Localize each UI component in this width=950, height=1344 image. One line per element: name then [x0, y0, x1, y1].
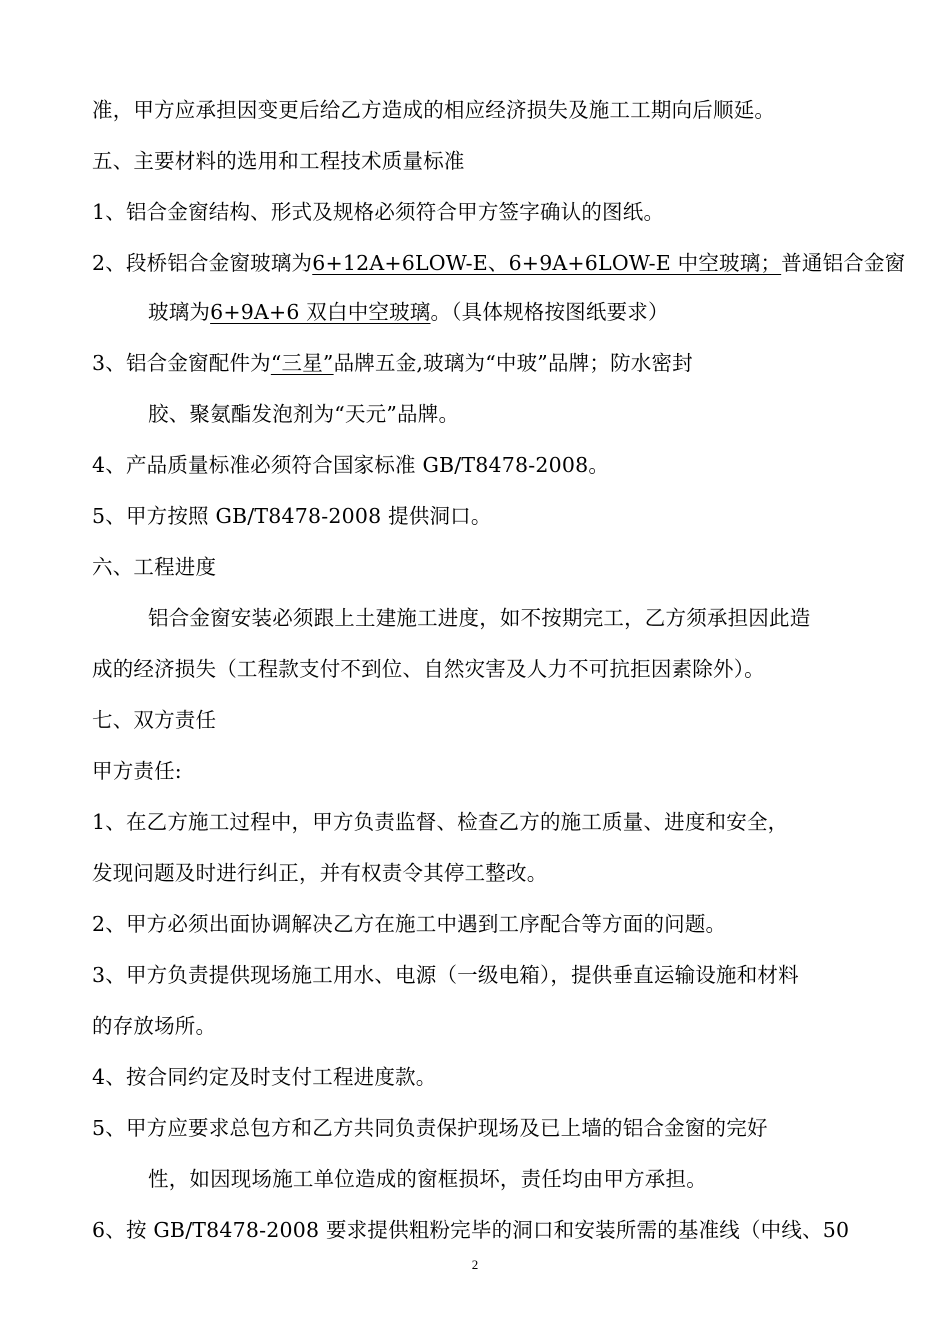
line-text: 的存放场所。 [92, 1014, 217, 1038]
body-line [92, 1114, 768, 1142]
underlined-text: “三星” [270, 351, 334, 375]
line-text: 4、产品质量标准必须符合国家标准 GB/T8478-2008。 [92, 453, 610, 477]
line-text: 性，如因现场施工单位造成的窗框损坏，责任均由甲方承担。 [148, 1167, 707, 1191]
body-line [92, 1012, 216, 1040]
subsection-heading [92, 757, 182, 785]
line-text: 铝合金窗安装必须跟上土建施工进度，如不按期完工，乙方须承担因此造 [148, 606, 811, 630]
line-text: 2、段桥铝合金窗玻璃为 [92, 251, 313, 275]
body-line [92, 451, 609, 479]
body-line [92, 502, 492, 530]
body-line [92, 349, 693, 377]
line-text: 。（具体规格按图纸要求） [430, 300, 669, 324]
underlined-text: 6+12A+6LOW-E、6+9A+6LOW-E 中空玻璃； [312, 251, 782, 275]
body-line [92, 808, 788, 836]
line-text: 3、甲方负责提供现场施工用水、电源（一级电箱），提供垂直运输设施和材料 [92, 963, 799, 987]
line-text: 4、按合同约定及时支付工程进度款。 [92, 1065, 437, 1089]
underlined-text: 6+9A+6 双白中空玻璃 [210, 300, 431, 324]
page-number: 2 [471, 1257, 479, 1272]
line-text: 1、在乙方施工过程中，甲方负责监督、检查乙方的施工质量、进度和安全， [92, 810, 789, 834]
line-text: 玻璃为 [148, 300, 211, 324]
line-text: 发现问题及时进行纠正，并有权责令其停工整改。 [92, 861, 548, 885]
body-line [92, 198, 664, 226]
body-line [148, 400, 459, 428]
body-line [92, 655, 765, 683]
line-text: 五、主要材料的选用和工程技术质量标准 [92, 149, 465, 173]
line-text: 6、按 GB/T8478-2008 要求提供粗粉完毕的洞口和安装所需的基准线（中线、50 [92, 1218, 850, 1242]
line-text: 品牌五金,玻璃为“中玻”品牌；防水密封 [333, 351, 693, 375]
body-line [92, 249, 905, 277]
body-line [148, 298, 669, 326]
line-text: 普通铝合金窗 [781, 251, 906, 275]
body-line [92, 910, 726, 938]
line-text: 甲方责任: [92, 759, 182, 783]
body-line [148, 604, 810, 632]
line-text: 七、双方责任 [92, 708, 217, 732]
body-line [148, 1165, 707, 1193]
line-text: 1、铝合金窗结构、形式及规格必须符合甲方签字确认的图纸。 [92, 200, 665, 224]
line-text: 3、铝合金窗配件为 [92, 351, 271, 375]
line-text: 成的经济损失（工程款支付不到位、自然灾害及人力不可抗拒因素除外）。 [92, 657, 765, 681]
section-heading [92, 147, 465, 175]
body-line [92, 859, 547, 887]
section-heading [92, 553, 216, 581]
line-text: 准，甲方应承担因变更后给乙方造成的相应经济损失及施工工期向后顺延。 [92, 98, 776, 122]
body-line [92, 1216, 849, 1244]
body-line [92, 961, 799, 989]
line-text: 2、甲方必须出面协调解决乙方在施工中遇到工序配合等方面的问题。 [92, 912, 727, 936]
line-text: 六、工程进度 [92, 555, 217, 579]
body-line [92, 96, 775, 124]
line-text: 5、甲方按照 GB/T8478-2008 提供洞口。 [92, 504, 492, 528]
line-text: 胶、聚氨酯发泡剂为“天元”品牌。 [148, 402, 460, 426]
body-line [92, 1063, 436, 1091]
line-text: 5、甲方应要求总包方和乙方共同负责保护现场及已上墙的铝合金窗的完好 [92, 1116, 768, 1140]
section-heading [92, 706, 216, 734]
